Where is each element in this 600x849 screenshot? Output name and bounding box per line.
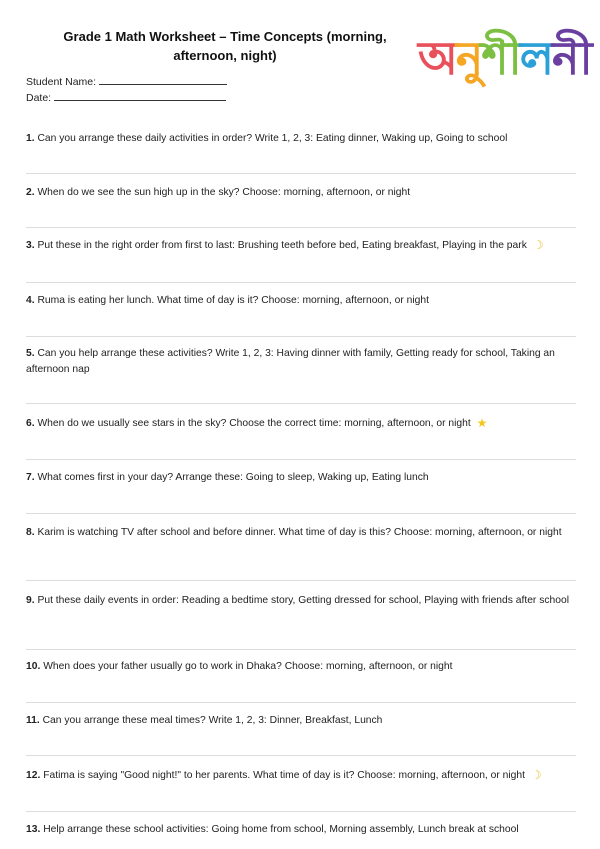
logo-letter-2: নু (455, 31, 482, 85)
question-number: 9. (26, 595, 35, 606)
question-text: When do we usually see stars in the sky? Choose the correct time: morning, afternoon, or night (37, 418, 471, 429)
date-label: Date: (26, 92, 52, 104)
logo-letter-5: নী (551, 31, 591, 85)
question-5 (26, 346, 576, 377)
answer-line-5 (26, 403, 576, 404)
question-text: What comes first in your day? Arrange these: Going to sleep, Waking up, Eating lunch (37, 472, 429, 483)
question-text: When does your father usually go to work in Dhaka? Choose: morning, afternoon, or night (43, 661, 453, 672)
answer-line-4 (26, 336, 576, 337)
question-number: 7. (26, 472, 35, 483)
logo-letter-3: শী (481, 31, 520, 85)
question-number: 1. (26, 133, 35, 144)
question-text: When do we see the sun high up in the sky? Choose: morning, afternoon, or night (37, 187, 411, 198)
question-text: Can you arrange these meal times? Write 1, 2, 3: Dinner, Breakfast, Lunch (42, 715, 383, 726)
question-text: Can you help arrange these activities? Write 1, 2, 3: Having dinner with family, Getting ready for school, Taking an afternoon nap (26, 348, 555, 375)
question-text: Karim is watching TV after school and before dinner. What time of day is this? Choose: morning, afternoon, or night (37, 527, 562, 538)
answer-line-8 (26, 580, 576, 581)
question-number: 8. (26, 527, 35, 538)
answer-line-2 (26, 227, 576, 228)
student-name-label: Student Name: (26, 76, 97, 88)
question-text: Ruma is eating her lunch. What time of day is it? Choose: morning, afternoon, or night (37, 295, 429, 306)
logo (418, 28, 590, 98)
question-number: 2. (26, 187, 35, 198)
date-field[interactable] (54, 90, 226, 101)
answer-line-12 (26, 811, 576, 812)
question-6 (26, 416, 576, 432)
logo-letter-4: ল (519, 31, 552, 85)
answer-line-9 (26, 649, 576, 650)
question-3 (26, 238, 576, 254)
question-text: Help arrange these school activities: Going home from school, Morning assembly, Lunch break at school (43, 824, 519, 835)
question-7 (26, 470, 576, 486)
question-number: 13. (26, 824, 41, 835)
question-number: 12. (26, 770, 41, 781)
question-4 (26, 293, 576, 309)
answer-line-3 (26, 282, 576, 283)
question-text: Put these daily events in order: Reading a bedtime story, Getting dressed for school, Playing with friends after school (37, 595, 569, 606)
star-icon: ★ (476, 416, 488, 430)
answer-line-10 (26, 702, 576, 703)
question-1 (26, 131, 576, 147)
question-12 (26, 768, 576, 784)
question-9 (26, 593, 576, 609)
moon-icon: ☽ (530, 768, 542, 782)
question-2 (26, 185, 576, 201)
student-info-fields (26, 74, 227, 106)
student-name-field[interactable] (99, 74, 227, 85)
answer-line-7 (26, 513, 576, 514)
logo-letter-1: অ (418, 31, 456, 85)
student-name-row (26, 74, 227, 90)
question-10 (26, 659, 576, 675)
answer-line-6 (26, 459, 576, 460)
question-13 (26, 822, 576, 838)
question-text: Fatima is saying "Good night!" to her parents. What time of day is it? Choose: morning, afternoon, or night (43, 770, 525, 781)
question-number: 10. (26, 661, 41, 672)
date-row (26, 90, 227, 106)
question-number: 6. (26, 418, 35, 429)
answer-line-11 (26, 755, 576, 756)
worksheet-title: Grade 1 Math Worksheet – Time Concepts (morning, afternoon, night) (63, 29, 387, 63)
question-number: 5. (26, 348, 35, 359)
question-11 (26, 713, 576, 729)
question-number: 4. (26, 295, 35, 306)
answer-line-1 (26, 173, 576, 174)
question-8 (26, 525, 576, 541)
moon-icon: ☽ (532, 238, 544, 252)
question-text: Can you arrange these daily activities in order? Write 1, 2, 3: Eating dinner, Waking up, Going to school (37, 133, 508, 144)
question-number: 3. (26, 240, 35, 251)
question-text: Put these in the right order from first to last: Brushing teeth before bed, Eating breakfast, Playing in the park (37, 240, 527, 251)
question-number: 11. (26, 715, 40, 726)
